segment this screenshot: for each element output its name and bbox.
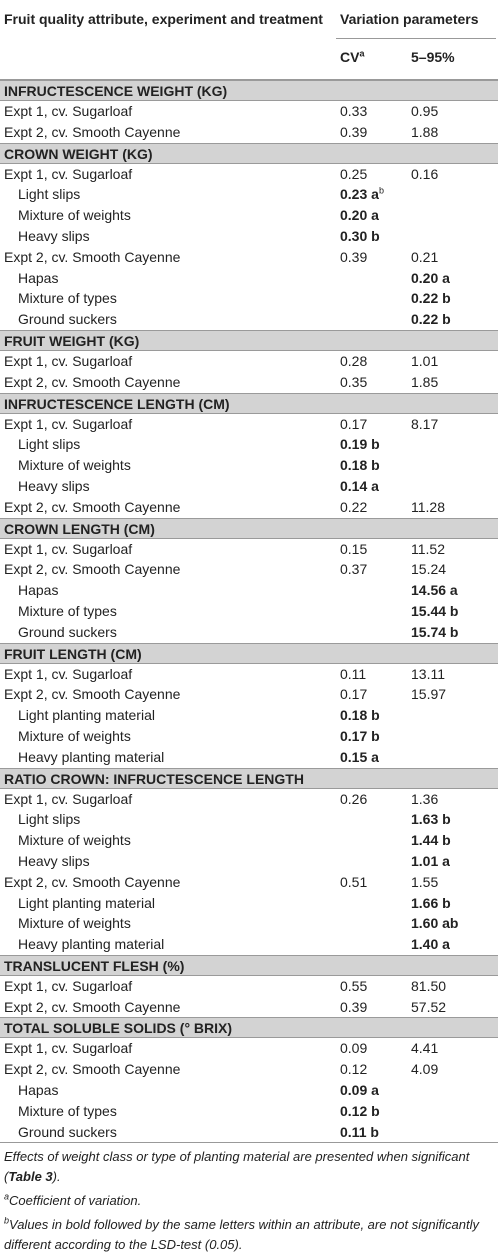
percentile-cell: 14.56 a xyxy=(411,582,458,599)
cv-footnote-mark: b xyxy=(378,185,384,196)
table-row xyxy=(0,747,498,768)
row-label: Expt 1, cv. Sugarloaf xyxy=(4,1040,133,1057)
section-header: CROWN LENGTH (CM) xyxy=(0,518,498,539)
row-label: Ground suckers xyxy=(18,1123,117,1140)
table-row xyxy=(0,580,498,601)
cv-cell: 0.12 b xyxy=(340,1102,380,1119)
cv-cell: 0.19 b xyxy=(340,436,380,453)
cv-cell: 0.09 xyxy=(340,1040,368,1057)
row-label: Mixture of types xyxy=(18,602,117,619)
table-row xyxy=(0,164,498,185)
section-header: TRANSLUCENT FLESH (%) xyxy=(0,955,498,976)
table-row xyxy=(0,476,498,497)
section-header: FRUIT LENGTH (CM) xyxy=(0,643,498,664)
row-label: Mixture of weights xyxy=(18,915,131,932)
row-label: Light slips xyxy=(18,186,81,203)
row-label: Expt 1, cv. Sugarloaf xyxy=(4,540,133,557)
table-row xyxy=(0,726,498,747)
percentile-cell: 15.44 b xyxy=(411,602,459,619)
percentile-cell: 1.44 b xyxy=(411,832,451,849)
table-row xyxy=(0,455,498,476)
percentile-cell: 1.01 a xyxy=(411,852,450,869)
row-label: Ground suckers xyxy=(18,311,117,328)
cv-cell: 0.35 xyxy=(340,373,368,390)
percentile-cell: 1.55 xyxy=(411,873,439,890)
row-label: Heavy slips xyxy=(18,477,90,494)
percentile-cell: 0.21 xyxy=(411,248,439,265)
section-header: FRUIT WEIGHT (KG) xyxy=(0,330,498,351)
percentile-cell: 15.97 xyxy=(411,686,447,703)
row-label: Hapas xyxy=(18,1082,59,1099)
percentile-cell: 0.22 b xyxy=(411,290,451,307)
percentile-cell: 0.16 xyxy=(411,165,439,182)
table-row xyxy=(0,288,498,309)
table-row xyxy=(0,851,498,872)
percentile-cell: 13.11 xyxy=(411,665,445,682)
percentile-cell: 1.63 b xyxy=(411,811,451,828)
row-label: Expt 1, cv. Sugarloaf xyxy=(4,977,133,994)
table-row xyxy=(0,1080,498,1101)
section-header: INFRUCTESCENCE WEIGHT (KG) xyxy=(0,80,498,101)
cv-cell: 0.55 xyxy=(340,977,368,994)
cv-cell: 0.23 $a^b$ xyxy=(340,185,384,203)
section-header: RATIO CROWN: INFRUCTESCENCE LENGTH xyxy=(0,768,498,789)
table-row xyxy=(0,705,498,726)
header-cv-footnote-mark: a xyxy=(359,48,365,59)
row-label: Mixture of weights xyxy=(18,832,131,849)
table-row xyxy=(0,664,498,685)
header-attribute-column: Fruit quality attribute, experiment and treatment xyxy=(4,11,323,27)
table-row xyxy=(0,893,498,914)
cv-cell: 0.17 xyxy=(340,415,368,432)
table-row xyxy=(0,497,498,518)
cv-cell: 0.28 xyxy=(340,352,368,369)
percentile-cell: 1.01 xyxy=(411,352,439,369)
cv-cell: 0.12 xyxy=(340,1061,368,1078)
cv-cell: 0.22 xyxy=(340,498,368,515)
section-header: TOTAL SOLUBLE SOLIDS (° BRIX) xyxy=(0,1017,498,1038)
cv-cell: 0.51 xyxy=(340,873,368,890)
row-label: Expt 2, cv. Smooth Cayenne xyxy=(4,123,181,140)
cv-cell: 0.33 xyxy=(340,103,368,119)
section-header: CROWN WEIGHT (KG) xyxy=(0,143,498,164)
table-row xyxy=(0,1122,498,1143)
percentile-cell: 0.22 b xyxy=(411,311,451,328)
percentile-cell: 57.52 xyxy=(411,998,447,1015)
row-label: Expt 2, cv. Smooth Cayenne xyxy=(4,248,181,265)
cv-cell: 0.18 b xyxy=(340,707,380,724)
row-label: Expt 1, cv. Sugarloaf xyxy=(4,665,133,682)
row-label: Expt 2, cv. Smooth Cayenne xyxy=(4,998,181,1015)
table-row xyxy=(0,997,498,1018)
table-row xyxy=(0,789,498,810)
row-label: Expt 2, cv. Smooth Cayenne xyxy=(4,498,181,515)
row-label: Expt 2, cv. Smooth Cayenne xyxy=(4,373,181,390)
row-label: Light planting material xyxy=(18,894,155,911)
percentile-cell: 15.74 b xyxy=(411,623,459,640)
percentile-cell: 11.52 xyxy=(411,540,445,557)
row-label: Light slips xyxy=(18,436,81,453)
percentile-cell: 1.88 xyxy=(411,123,439,140)
table-row xyxy=(0,601,498,622)
row-label: Hapas xyxy=(18,269,59,286)
row-label: Heavy slips xyxy=(18,227,90,244)
table-row xyxy=(0,309,498,330)
percentile-cell: 1.36 xyxy=(411,790,439,807)
table-row xyxy=(0,1101,498,1122)
percentile-cell: 4.41 xyxy=(411,1040,439,1057)
table-row xyxy=(0,622,498,643)
table-row xyxy=(0,101,498,122)
table-footnotes xyxy=(0,1143,498,1255)
table-3-link[interactable]: Table 3 xyxy=(8,1169,53,1185)
table-row xyxy=(0,1038,498,1059)
table-row xyxy=(0,122,498,143)
row-label: Heavy slips xyxy=(18,852,90,869)
percentile-cell: 1.60 ab xyxy=(411,915,459,932)
row-label: Expt 1, cv. Sugarloaf xyxy=(4,415,133,432)
percentile-cell: 0.20 a xyxy=(411,269,450,286)
percentile-cell: 1.40 a xyxy=(411,936,450,953)
table-row xyxy=(0,934,498,955)
cv-cell: 0.09 a xyxy=(340,1082,379,1099)
footnote-a: $^a$Coefficient of variation. xyxy=(4,1192,142,1209)
row-label: Hapas xyxy=(18,582,59,599)
header-group-rule xyxy=(336,38,496,39)
table-body xyxy=(0,80,498,1142)
cv-cell: 0.30 b xyxy=(340,227,380,244)
table-row xyxy=(0,372,498,393)
cv-cell: 0.37 xyxy=(340,561,368,578)
table-row xyxy=(0,559,498,580)
cv-cell: 0.17 b xyxy=(340,727,380,744)
percentile-cell: 4.09 xyxy=(411,1061,439,1078)
footnote-note: Effects of weight class or type of planting material are presented when significant (Table 3). xyxy=(4,1149,470,1185)
percentile-cell: 15.24 xyxy=(411,561,447,578)
row-label: Expt 2, cv. Smooth Cayenne xyxy=(4,1061,181,1078)
percentile-cell: 0.95 xyxy=(411,103,439,119)
table-row xyxy=(0,414,498,435)
row-label: Ground suckers xyxy=(18,623,117,640)
percentile-cell: 11.28 xyxy=(411,498,445,515)
table-row xyxy=(0,205,498,226)
row-label: Expt 1, cv. Sugarloaf xyxy=(4,103,133,119)
cv-cell: 0.15 xyxy=(340,540,368,557)
table-row xyxy=(0,976,498,997)
percentile-cell: 8.17 xyxy=(411,415,439,432)
cv-cell: 0.39 xyxy=(340,248,368,265)
table-row xyxy=(0,434,498,455)
cv-cell: 0.25 xyxy=(340,165,368,182)
table-row xyxy=(0,351,498,372)
cv-cell: 0.20 a xyxy=(340,207,379,224)
row-label: Mixture of types xyxy=(18,1102,117,1119)
row-label: Expt 1, cv. Sugarloaf xyxy=(4,352,133,369)
row-label: Heavy planting material xyxy=(18,748,165,765)
footnote-b: $^b$Values in bold followed by the same letters within an attribute, are not significantly different according to the LSD-test (0.05). xyxy=(4,1216,479,1253)
cv-cell: 0.14 a xyxy=(340,477,379,494)
row-label: Mixture of types xyxy=(18,290,117,307)
percentile-cell: 1.85 xyxy=(411,373,439,390)
table-row xyxy=(0,684,498,705)
table-row xyxy=(0,913,498,934)
table-row xyxy=(0,830,498,851)
table-row xyxy=(0,247,498,268)
cv-cell: 0.39 xyxy=(340,123,368,140)
cv-cell: 0.26 xyxy=(340,790,368,807)
row-label: Light slips xyxy=(18,811,81,828)
header-cv: $CV^a$ xyxy=(340,48,365,65)
row-label: Expt 2, cv. Smooth Cayenne xyxy=(4,686,181,703)
cv-cell: 0.11 xyxy=(340,665,367,682)
table-header xyxy=(0,0,498,80)
cv-cell: 0.17 xyxy=(340,686,368,703)
row-label: Light planting material xyxy=(18,707,155,724)
row-label: Expt 1, cv. Sugarloaf xyxy=(4,790,133,807)
table-row xyxy=(0,1059,498,1080)
cv-cell: 0.39 xyxy=(340,998,368,1015)
cv-cell: 0.11 b xyxy=(340,1123,379,1140)
table-row xyxy=(0,268,498,289)
table-row xyxy=(0,226,498,247)
row-label: Expt 2, cv. Smooth Cayenne xyxy=(4,561,181,578)
cv-cell: 0.15 a xyxy=(340,748,379,765)
table-row xyxy=(0,539,498,560)
percentile-cell: 1.66 b xyxy=(411,894,451,911)
section-header: INFRUCTESCENCE LENGTH (CM) xyxy=(0,393,498,414)
table-row xyxy=(0,184,498,205)
row-label: Mixture of weights xyxy=(18,457,131,474)
cv-cell: 0.18 b xyxy=(340,457,380,474)
row-label: Expt 1, cv. Sugarloaf xyxy=(4,165,133,182)
row-label: Mixture of weights xyxy=(18,207,131,224)
header-variation-parameters: Variation parameters xyxy=(340,11,479,27)
row-label: Expt 2, cv. Smooth Cayenne xyxy=(4,873,181,890)
table-row xyxy=(0,809,498,830)
header-percentile: 5–95% xyxy=(411,49,455,65)
row-label: Mixture of weights xyxy=(18,727,131,744)
row-label: Heavy planting material xyxy=(18,936,165,953)
percentile-cell: 81.50 xyxy=(411,977,447,994)
table-row xyxy=(0,872,498,893)
